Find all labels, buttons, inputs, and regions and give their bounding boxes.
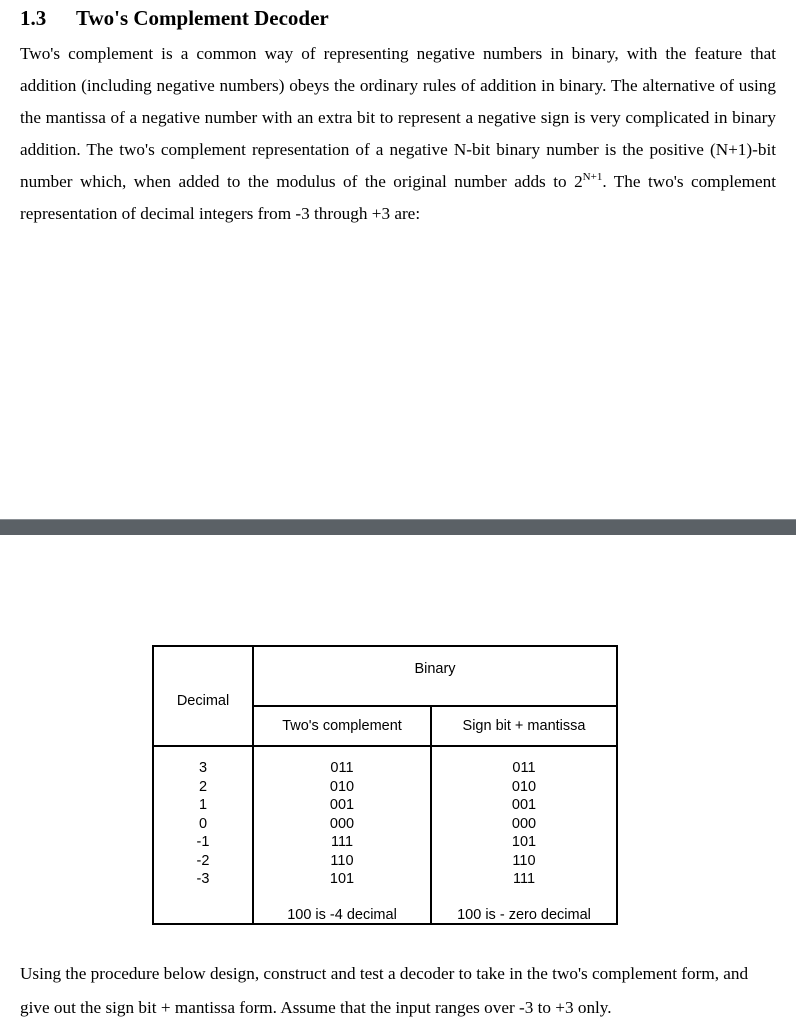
sign-mantissa-note: 100 is - zero decimal bbox=[457, 906, 591, 923]
twos-complement-note: 100 is -4 decimal bbox=[287, 906, 397, 923]
twos-complement-cell bbox=[253, 746, 431, 924]
decimal-value: 2 bbox=[198, 778, 208, 795]
intro-text-1: Two's complement is a common way of representing negative numbers in binary, with the feature that addition (including negative numbers) obeys the ordinary rules of addition in binary. The alternative of using the mantissa of a negative number with an extra bit to represent a negative sign is very complicated in binary addition. The two's complement representation of a negative N-bit binary number is the positive (N+1)-bit number which, when added to the modulus of the original number adds to bbox=[20, 44, 776, 191]
sign-mantissa-value: 111 bbox=[512, 871, 536, 887]
power-exponent: N+1 bbox=[582, 171, 603, 184]
page-divider bbox=[0, 519, 796, 535]
twos-complement-value: 001 bbox=[329, 797, 355, 813]
section-heading bbox=[20, 6, 329, 31]
decimal-value: -1 bbox=[196, 834, 210, 850]
intro-text-2: . The two's complement representation of decimal integers from -3 through +3 are: bbox=[20, 172, 777, 223]
sign-mantissa-value: 011 bbox=[512, 760, 536, 776]
twos-complement-header: Two's complement bbox=[253, 706, 431, 746]
power-base: 2 bbox=[574, 172, 583, 191]
decimal-value: 3 bbox=[198, 760, 208, 776]
sign-mantissa-value: 010 bbox=[511, 778, 537, 795]
twos-complement-value: 000 bbox=[329, 815, 355, 832]
representation-table bbox=[152, 645, 618, 925]
twos-complement-value: 011 bbox=[330, 760, 354, 776]
sign-mantissa-values bbox=[512, 759, 536, 889]
section-number: 1.3 bbox=[20, 6, 47, 30]
decimal-value: 0 bbox=[198, 815, 208, 832]
decimal-values bbox=[197, 759, 210, 889]
sign-mantissa-header: Sign bit + mantissa bbox=[431, 706, 617, 746]
sign-mantissa-value: 000 bbox=[511, 815, 537, 832]
sign-mantissa-value: 101 bbox=[511, 834, 537, 850]
decimal-value: -3 bbox=[196, 871, 210, 887]
twos-complement-values bbox=[330, 759, 354, 889]
decimal-cell bbox=[153, 746, 253, 924]
decimal-header: Decimal bbox=[153, 646, 253, 746]
sign-mantissa-value: 001 bbox=[511, 797, 537, 813]
decimal-value: -2 bbox=[196, 852, 210, 869]
section-title: Two's Complement Decoder bbox=[76, 6, 329, 30]
decimal-value: 1 bbox=[198, 797, 208, 813]
binary-header: Binary bbox=[253, 646, 617, 706]
twos-complement-value: 111 bbox=[330, 834, 354, 850]
sign-mantissa-value: 110 bbox=[512, 852, 536, 869]
twos-complement-value: 110 bbox=[330, 852, 354, 869]
closing-paragraph: Using the procedure below design, construct and test a decoder to take in the two's complement form, and give out the sign bit + mantissa form. Assume that the input ranges over -3 to +3 only. bbox=[20, 964, 749, 1017]
intro-paragraph bbox=[20, 38, 776, 230]
twos-complement-value: 101 bbox=[329, 871, 355, 887]
twos-complement-value: 010 bbox=[329, 778, 355, 795]
sign-mantissa-cell bbox=[431, 746, 617, 924]
